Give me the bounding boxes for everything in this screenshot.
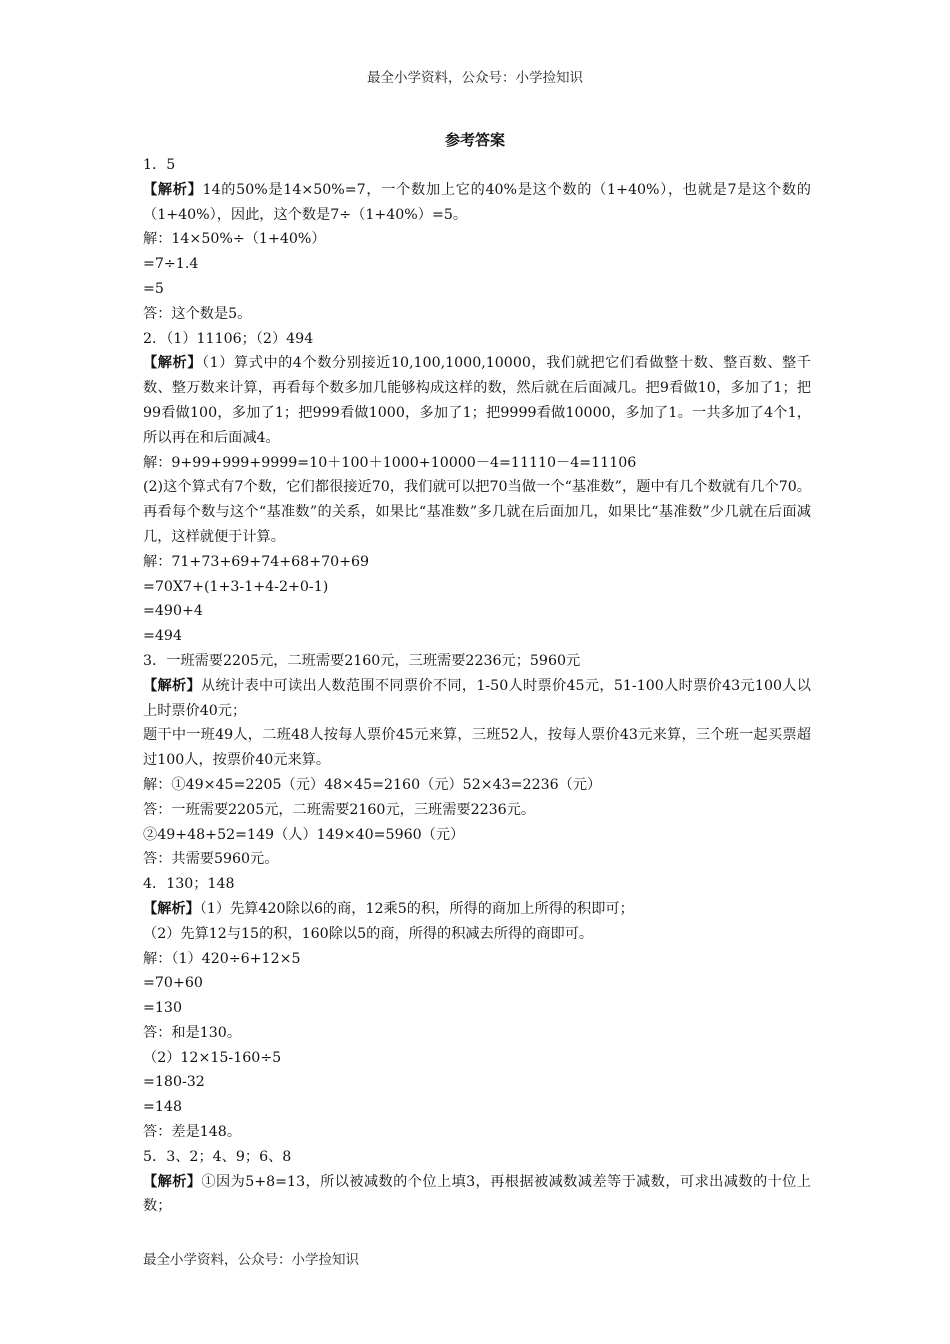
q1-analysis bbox=[143, 178, 811, 228]
analysis-tag: 【解析】 bbox=[143, 1173, 202, 1190]
q4-step: =70+60 bbox=[143, 975, 203, 992]
q4-step: =148 bbox=[143, 1099, 182, 1116]
q2-answer: 2．（1）11106；（2）494 bbox=[143, 330, 314, 347]
analysis-tag: 【解析】 bbox=[143, 355, 202, 372]
analysis-tag: 【解析】 bbox=[143, 900, 200, 917]
q4-step: =130 bbox=[143, 1000, 182, 1017]
q1-analysis-text: 14的50%是14×50%=7，一个数加上它的40%是这个数的（1+40%），也就是7是这个数的（1+40%），因此，这个数是7÷（1+40%）=5。 bbox=[143, 181, 811, 223]
q4-answer: 4．130；148 bbox=[143, 876, 235, 893]
analysis-tag: 【解析】 bbox=[143, 677, 201, 694]
q1-step: =5 bbox=[143, 280, 164, 297]
q4-analysis-text: （1）先算420除以6的商，12乘5的积，所得的商加上所得的积即可； bbox=[199, 900, 634, 917]
q3-analysis-text: 从统计表中可读出人数范围不同票价不同，1-50人时票价45元，51-100人时票价43元100人以上时票价40元； bbox=[143, 677, 811, 719]
q3-answer: 3．一班需要2205元，二班需要2160元，三班需要2236元；5960元 bbox=[143, 652, 581, 669]
page-header: 最全小学资料，公众号：小学捡知识 bbox=[367, 70, 583, 86]
q2-analysis bbox=[143, 351, 811, 450]
q3-analysis bbox=[143, 674, 811, 724]
q1-step: 解：14×50%÷（1+40%） bbox=[143, 231, 326, 248]
q4-final-answer: 答：和是130。 bbox=[143, 1024, 242, 1041]
q1-final-answer: 答：这个数是5。 bbox=[143, 305, 252, 322]
q3-final-answer: 答：一班需要2205元，二班需要2160元，三班需要2236元。 bbox=[143, 801, 536, 818]
q3-step: 解：①49×45=2205（元）48×45=2160（元）52×43=2236（元） bbox=[143, 776, 602, 793]
q4-step: =180-32 bbox=[143, 1074, 205, 1091]
q5-answer: 5．3、2；4、9；6、8 bbox=[143, 1148, 292, 1165]
q5-analysis bbox=[143, 1170, 811, 1220]
q4-final-answer: 答：差是148。 bbox=[143, 1124, 242, 1141]
q4-step: 解：（1）420÷6+12×5 bbox=[143, 950, 301, 967]
q2-analysis-part2: (2)这个算式有7个数，它们都很接近70，我们就可以把70当做一个“基准数”，题中有几个数就有几个70。再看每个数与这个“基准数”的关系，如果比“基准数”多几就在后面加几，如果比“基准数”少几就在后面减几，这样就便于计算。 bbox=[143, 479, 811, 545]
q2-step: 解：71+73+69+74+68+70+69 bbox=[143, 553, 370, 570]
q4-analysis bbox=[143, 897, 811, 922]
q4-step: （2）12×15-160÷5 bbox=[143, 1049, 282, 1066]
q2-step: =494 bbox=[143, 628, 182, 645]
page-footer: 最全小学资料，公众号：小学捡知识 bbox=[143, 1252, 359, 1268]
q3-final-answer: 答：共需要5960元。 bbox=[143, 851, 279, 868]
q1-answer: 1．5 bbox=[143, 157, 176, 173]
q2-step: =70X7+(1+3-1+4-2+0-1) bbox=[143, 578, 329, 595]
q2-analysis-text: （1）算式中的4个数分别接近10,100,1000,10000，我们就把它们看做整十数、整百数、整千数、整万数来计算，再看每个数多加几能够构成这样的数，然后就在后面减几。把9看做10，多加了1；把99看做100，多加了1；把999看做1000，多加了1；把9999看做10000，多加了1。一共多加了4个1，所以再在和后面减4。 bbox=[143, 355, 812, 446]
q1-step: =7÷1.4 bbox=[143, 256, 199, 273]
q2-step: 解：9+99+999+9999=10＋100＋1000+10000－4=11110－4=11106 bbox=[143, 454, 637, 471]
q2-step: =490+4 bbox=[143, 603, 203, 620]
answer-body bbox=[143, 153, 811, 1219]
q4-analysis-part2: （2）先算12与15的积，160除以5的商，所得的积减去所得的商即可。 bbox=[143, 925, 594, 942]
analysis-tag: 【解析】 bbox=[143, 181, 203, 198]
q3-step: ②49+48+52=149（人）149×40=5960（元） bbox=[143, 826, 465, 843]
page-title: 参考答案 bbox=[444, 131, 505, 149]
q5-analysis-text: ①因为5+8=13，所以被减数的个位上填3，再根据被减数减差等于减数，可求出减数的十位上数； bbox=[143, 1173, 811, 1215]
q3-analysis-part2: 题干中一班49人，二班48人按每人票价45元来算，三班52人，按每人票价43元来算，三个班一起买票超过100人，按票价40元来算。 bbox=[143, 727, 811, 769]
